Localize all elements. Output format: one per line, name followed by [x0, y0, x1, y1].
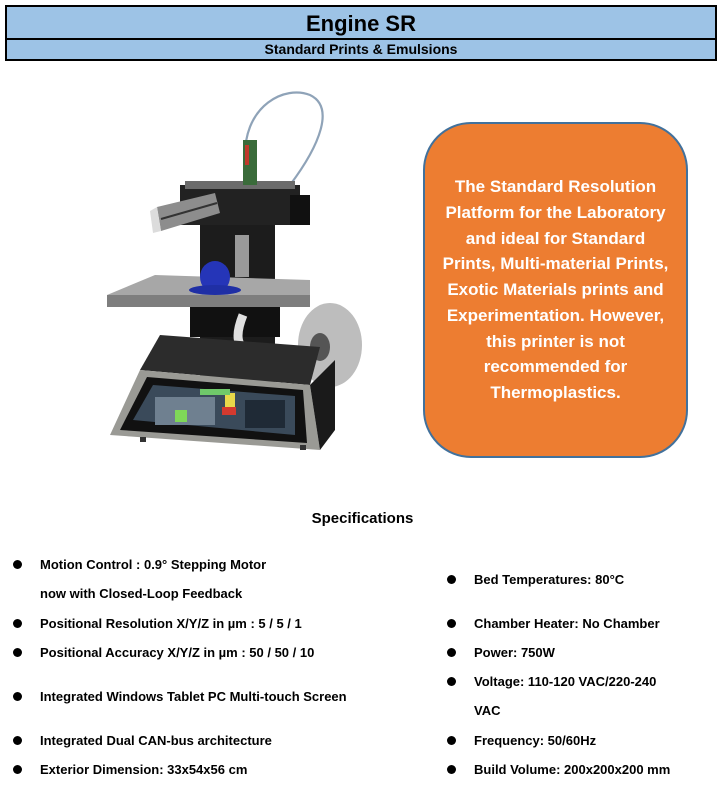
spec-text: Build Volume: 200x200x200 mm — [474, 762, 671, 777]
spec-item-positional-resolution — [13, 616, 413, 632]
spec-item-tablet-screen — [13, 689, 413, 705]
spec-text: Motion Control : 0.9° Stepping Motor — [40, 557, 267, 572]
bullet-icon — [13, 619, 22, 628]
spec-item-build-volume — [447, 762, 717, 778]
spec-item-can-bus — [13, 733, 413, 749]
spec-text: Frequency: 50/60Hz — [474, 733, 597, 748]
product-image — [95, 85, 385, 460]
bullet-icon — [13, 692, 22, 701]
spec-item-exterior-dimension — [13, 762, 413, 778]
bullet-icon — [13, 765, 22, 774]
bullet-icon — [447, 575, 456, 584]
spec-item-power — [447, 645, 717, 661]
bullet-icon — [447, 619, 456, 628]
spec-text: Bed Temperatures: 80°C — [474, 572, 625, 587]
bullet-icon — [13, 648, 22, 657]
spec-text: Positional Resolution X/Y/Z in µm : 5 / 5 / 1 — [40, 616, 302, 631]
spec-item-positional-accuracy — [13, 645, 413, 661]
bullet-icon — [447, 736, 456, 745]
spec-item-frequency — [447, 733, 717, 749]
specifications-heading: Specifications — [311, 510, 414, 527]
spec-text: Integrated Dual CAN-bus architecture — [40, 733, 272, 748]
spec-item-bed-temperature — [447, 572, 717, 588]
bullet-icon — [447, 648, 456, 657]
spec-item-voltage — [447, 674, 717, 719]
spec-text: Integrated Windows Tablet PC Multi-touch Screen — [40, 689, 347, 704]
product-subtitle: Standard Prints & Emulsions — [264, 41, 458, 57]
bullet-icon — [447, 677, 456, 686]
description-text: The Standard Resolution Platform for the Laboratory and ideal for Standard Prints, Multi-material Prints, Exotic Materials prints and Experimentation. However, this printer is not recommended for Thermoplastics. — [442, 176, 669, 403]
description-callout — [423, 122, 688, 458]
spec-text: Exterior Dimension: 33x54x56 cm — [40, 762, 248, 777]
spec-text: Power: 750W — [474, 645, 555, 660]
spec-item-chamber-heater — [447, 616, 717, 632]
bullet-icon — [447, 765, 456, 774]
product-title: Engine SR — [7, 7, 715, 40]
bullet-icon — [13, 736, 22, 745]
spec-text-continued: VAC — [474, 703, 501, 718]
spec-item-motion-control — [13, 557, 413, 602]
spec-text-continued: now with Closed-Loop Feedback — [40, 586, 243, 601]
title-banner — [5, 5, 717, 61]
bullet-icon — [13, 560, 22, 569]
spec-text: Chamber Heater: No Chamber — [474, 616, 660, 631]
spec-text: Positional Accuracy X/Y/Z in µm : 50 / 50 / 10 — [40, 645, 315, 660]
spec-text: Voltage: 110-120 VAC/220-240 — [474, 674, 657, 689]
